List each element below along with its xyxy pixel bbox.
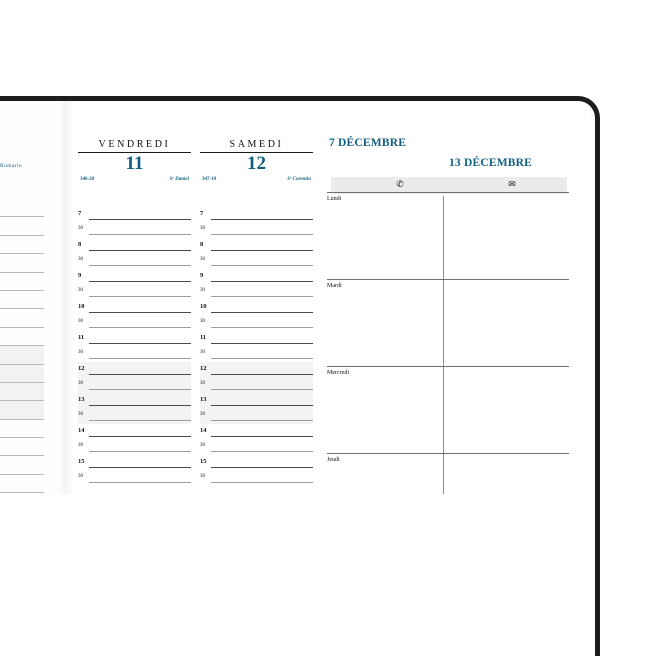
- hour-label: 30: [78, 225, 83, 231]
- hour-label: 15: [78, 458, 85, 465]
- hour-label: 11: [78, 334, 85, 341]
- day-meta-row: [200, 174, 313, 182]
- hour-label: 30: [78, 287, 83, 293]
- hour-label: 9: [78, 272, 82, 279]
- hour-slot[interactable]: [78, 300, 191, 316]
- hour-label: 30: [78, 318, 83, 324]
- hour-label: 30: [200, 442, 205, 448]
- hour-writing-line: [211, 219, 313, 220]
- hour-writing-line: [89, 405, 191, 406]
- hour-label: 8: [200, 241, 204, 248]
- hour-writing-line: [89, 451, 191, 452]
- hour-grid-vendredi: [78, 207, 191, 486]
- left-page-line: [0, 291, 44, 309]
- saint-name: Sᵉ Corentin: [287, 176, 311, 182]
- hour-slot[interactable]: [200, 207, 313, 223]
- hour-writing-line: [89, 312, 191, 313]
- hour-writing-line: [211, 234, 313, 235]
- hour-label: 15: [200, 458, 207, 465]
- left-page-line: [0, 273, 44, 291]
- week-title-end: 13 DÉCEMBRE: [448, 157, 532, 169]
- hour-label: 12: [200, 365, 207, 372]
- left-page-line: [0, 365, 44, 383]
- left-page-lines: [0, 199, 44, 493]
- hour-slot[interactable]: [200, 285, 313, 301]
- hour-slot[interactable]: [200, 362, 313, 378]
- hour-label: 30: [200, 473, 205, 479]
- hour-slot[interactable]: [78, 440, 191, 456]
- week-title-start: 7 DÉCEMBRE: [329, 137, 407, 149]
- hour-writing-line: [89, 343, 191, 344]
- hour-label: 10: [78, 303, 85, 310]
- hour-label: 10: [200, 303, 207, 310]
- day-name: VENDREDI: [98, 139, 171, 150]
- hour-writing-line: [211, 482, 313, 483]
- weekly-day-label: Jeudi: [327, 457, 340, 463]
- day-number: 12: [247, 153, 266, 174]
- left-page-line: [0, 438, 44, 456]
- hour-slot[interactable]: [78, 362, 191, 378]
- weekly-day-label: Mardi: [327, 283, 342, 289]
- week-number: 347-19: [202, 176, 217, 182]
- hour-slot[interactable]: [200, 455, 313, 471]
- hour-writing-line: [211, 327, 313, 328]
- hour-label: 30: [78, 256, 83, 262]
- hour-label: 13: [78, 396, 85, 403]
- hour-label: 8: [78, 241, 82, 248]
- weekly-day-rule: [327, 453, 569, 454]
- day-column-vendredi: [78, 101, 191, 479]
- hour-label: 12: [78, 365, 85, 372]
- hour-slot[interactable]: [200, 409, 313, 425]
- hour-label: 14: [78, 427, 85, 434]
- hour-writing-line: [89, 265, 191, 266]
- hour-writing-line: [89, 219, 191, 220]
- hour-label: 11: [200, 334, 207, 341]
- left-page-line: [0, 420, 44, 438]
- day-name: SAMEDI: [229, 139, 284, 150]
- hour-writing-line: [89, 250, 191, 251]
- hour-slot[interactable]: [78, 331, 191, 347]
- hour-writing-line: [211, 451, 313, 452]
- weekly-day-rule: [327, 279, 569, 280]
- saint-name: Sᵉ Daniel: [169, 176, 189, 182]
- left-page-line: [0, 309, 44, 327]
- hour-writing-line: [89, 389, 191, 390]
- hour-writing-line: [211, 420, 313, 421]
- hour-slot[interactable]: [200, 331, 313, 347]
- hour-writing-line: [211, 436, 313, 437]
- hour-writing-line: [211, 281, 313, 282]
- hour-slot[interactable]: [78, 207, 191, 223]
- hour-writing-line: [211, 405, 313, 406]
- hour-slot[interactable]: [200, 393, 313, 409]
- hour-writing-line: [211, 358, 313, 359]
- hour-label: 30: [78, 349, 83, 355]
- hour-writing-line: [211, 374, 313, 375]
- hour-slot[interactable]: [200, 254, 313, 270]
- hour-label: 7: [200, 210, 204, 217]
- day-number: 11: [125, 153, 144, 174]
- hour-slot[interactable]: [78, 409, 191, 425]
- hour-slot[interactable]: [200, 316, 313, 332]
- hour-writing-line: [89, 234, 191, 235]
- hour-label: 9: [200, 272, 204, 279]
- hour-slot[interactable]: [200, 378, 313, 394]
- hour-label: 30: [200, 380, 205, 386]
- left-page-line: [0, 236, 44, 254]
- hour-label: 30: [200, 411, 205, 417]
- hour-writing-line: [89, 327, 191, 328]
- hour-slot[interactable]: [78, 254, 191, 270]
- hour-slot[interactable]: [200, 424, 313, 440]
- page-bottom-blank: [0, 494, 590, 656]
- hour-writing-line: [211, 389, 313, 390]
- hour-slot[interactable]: [78, 455, 191, 471]
- hour-writing-line: [89, 436, 191, 437]
- hour-slot[interactable]: [78, 347, 191, 363]
- hour-label: 30: [78, 380, 83, 386]
- hour-slot[interactable]: [78, 378, 191, 394]
- hour-writing-line: [211, 467, 313, 468]
- left-page-line: [0, 254, 44, 272]
- weekly-day-label: Lundi: [327, 196, 342, 202]
- hour-slot[interactable]: [78, 238, 191, 254]
- hour-writing-line: [89, 296, 191, 297]
- hour-slot[interactable]: [78, 393, 191, 409]
- planner-spread: [0, 96, 600, 656]
- hour-writing-line: [89, 420, 191, 421]
- left-page-line: [0, 328, 44, 346]
- left-page-line: [0, 217, 44, 235]
- hour-grid-samedi: [200, 207, 313, 486]
- hour-slot[interactable]: [200, 300, 313, 316]
- left-page-line: [0, 199, 44, 217]
- left-page-line: [0, 383, 44, 401]
- weekly-day-label: Mercredi: [327, 370, 349, 376]
- hour-writing-line: [89, 374, 191, 375]
- hour-writing-line: [211, 296, 313, 297]
- hour-slot[interactable]: [200, 440, 313, 456]
- hour-writing-line: [211, 265, 313, 266]
- hour-slot[interactable]: [78, 424, 191, 440]
- hour-label: 14: [200, 427, 207, 434]
- week-number: 346-20: [80, 176, 95, 182]
- hour-label: 7: [78, 210, 82, 217]
- hour-writing-line: [211, 343, 313, 344]
- hour-label: 30: [200, 225, 205, 231]
- hour-slot[interactable]: [78, 471, 191, 487]
- weekly-day-rule: [327, 366, 569, 367]
- hour-writing-line: [211, 312, 313, 313]
- hour-slot[interactable]: [78, 316, 191, 332]
- hour-writing-line: [89, 467, 191, 468]
- hour-slot[interactable]: [200, 269, 313, 285]
- hour-label: 13: [200, 396, 207, 403]
- hour-slot[interactable]: [200, 223, 313, 239]
- hour-label: 30: [78, 473, 83, 479]
- left-page-line: [0, 456, 44, 474]
- left-page-line: [0, 401, 44, 419]
- hour-writing-line: [89, 281, 191, 282]
- hour-label: 30: [78, 442, 83, 448]
- left-page-header: Romarin: [0, 163, 23, 169]
- hour-slot[interactable]: [78, 285, 191, 301]
- day-column-samedi: [200, 101, 313, 479]
- mail-icon: ✉: [508, 180, 516, 190]
- hour-slot[interactable]: [200, 347, 313, 363]
- hour-label: 30: [200, 349, 205, 355]
- hour-label: 30: [78, 411, 83, 417]
- hour-slot[interactable]: [78, 223, 191, 239]
- hour-slot[interactable]: [200, 238, 313, 254]
- hour-slot[interactable]: [200, 471, 313, 487]
- weekly-day-rule: [327, 192, 569, 193]
- left-page-line: [0, 475, 44, 493]
- hour-label: 30: [200, 256, 205, 262]
- hour-label: 30: [200, 318, 205, 324]
- hour-writing-line: [211, 250, 313, 251]
- day-meta-row: [78, 174, 191, 182]
- hour-writing-line: [89, 482, 191, 483]
- hour-label: 30: [200, 287, 205, 293]
- planner-paper: [0, 101, 590, 656]
- hour-slot[interactable]: [78, 269, 191, 285]
- hour-writing-line: [89, 358, 191, 359]
- left-page-line: [0, 346, 44, 364]
- phone-icon: ✆: [396, 180, 404, 190]
